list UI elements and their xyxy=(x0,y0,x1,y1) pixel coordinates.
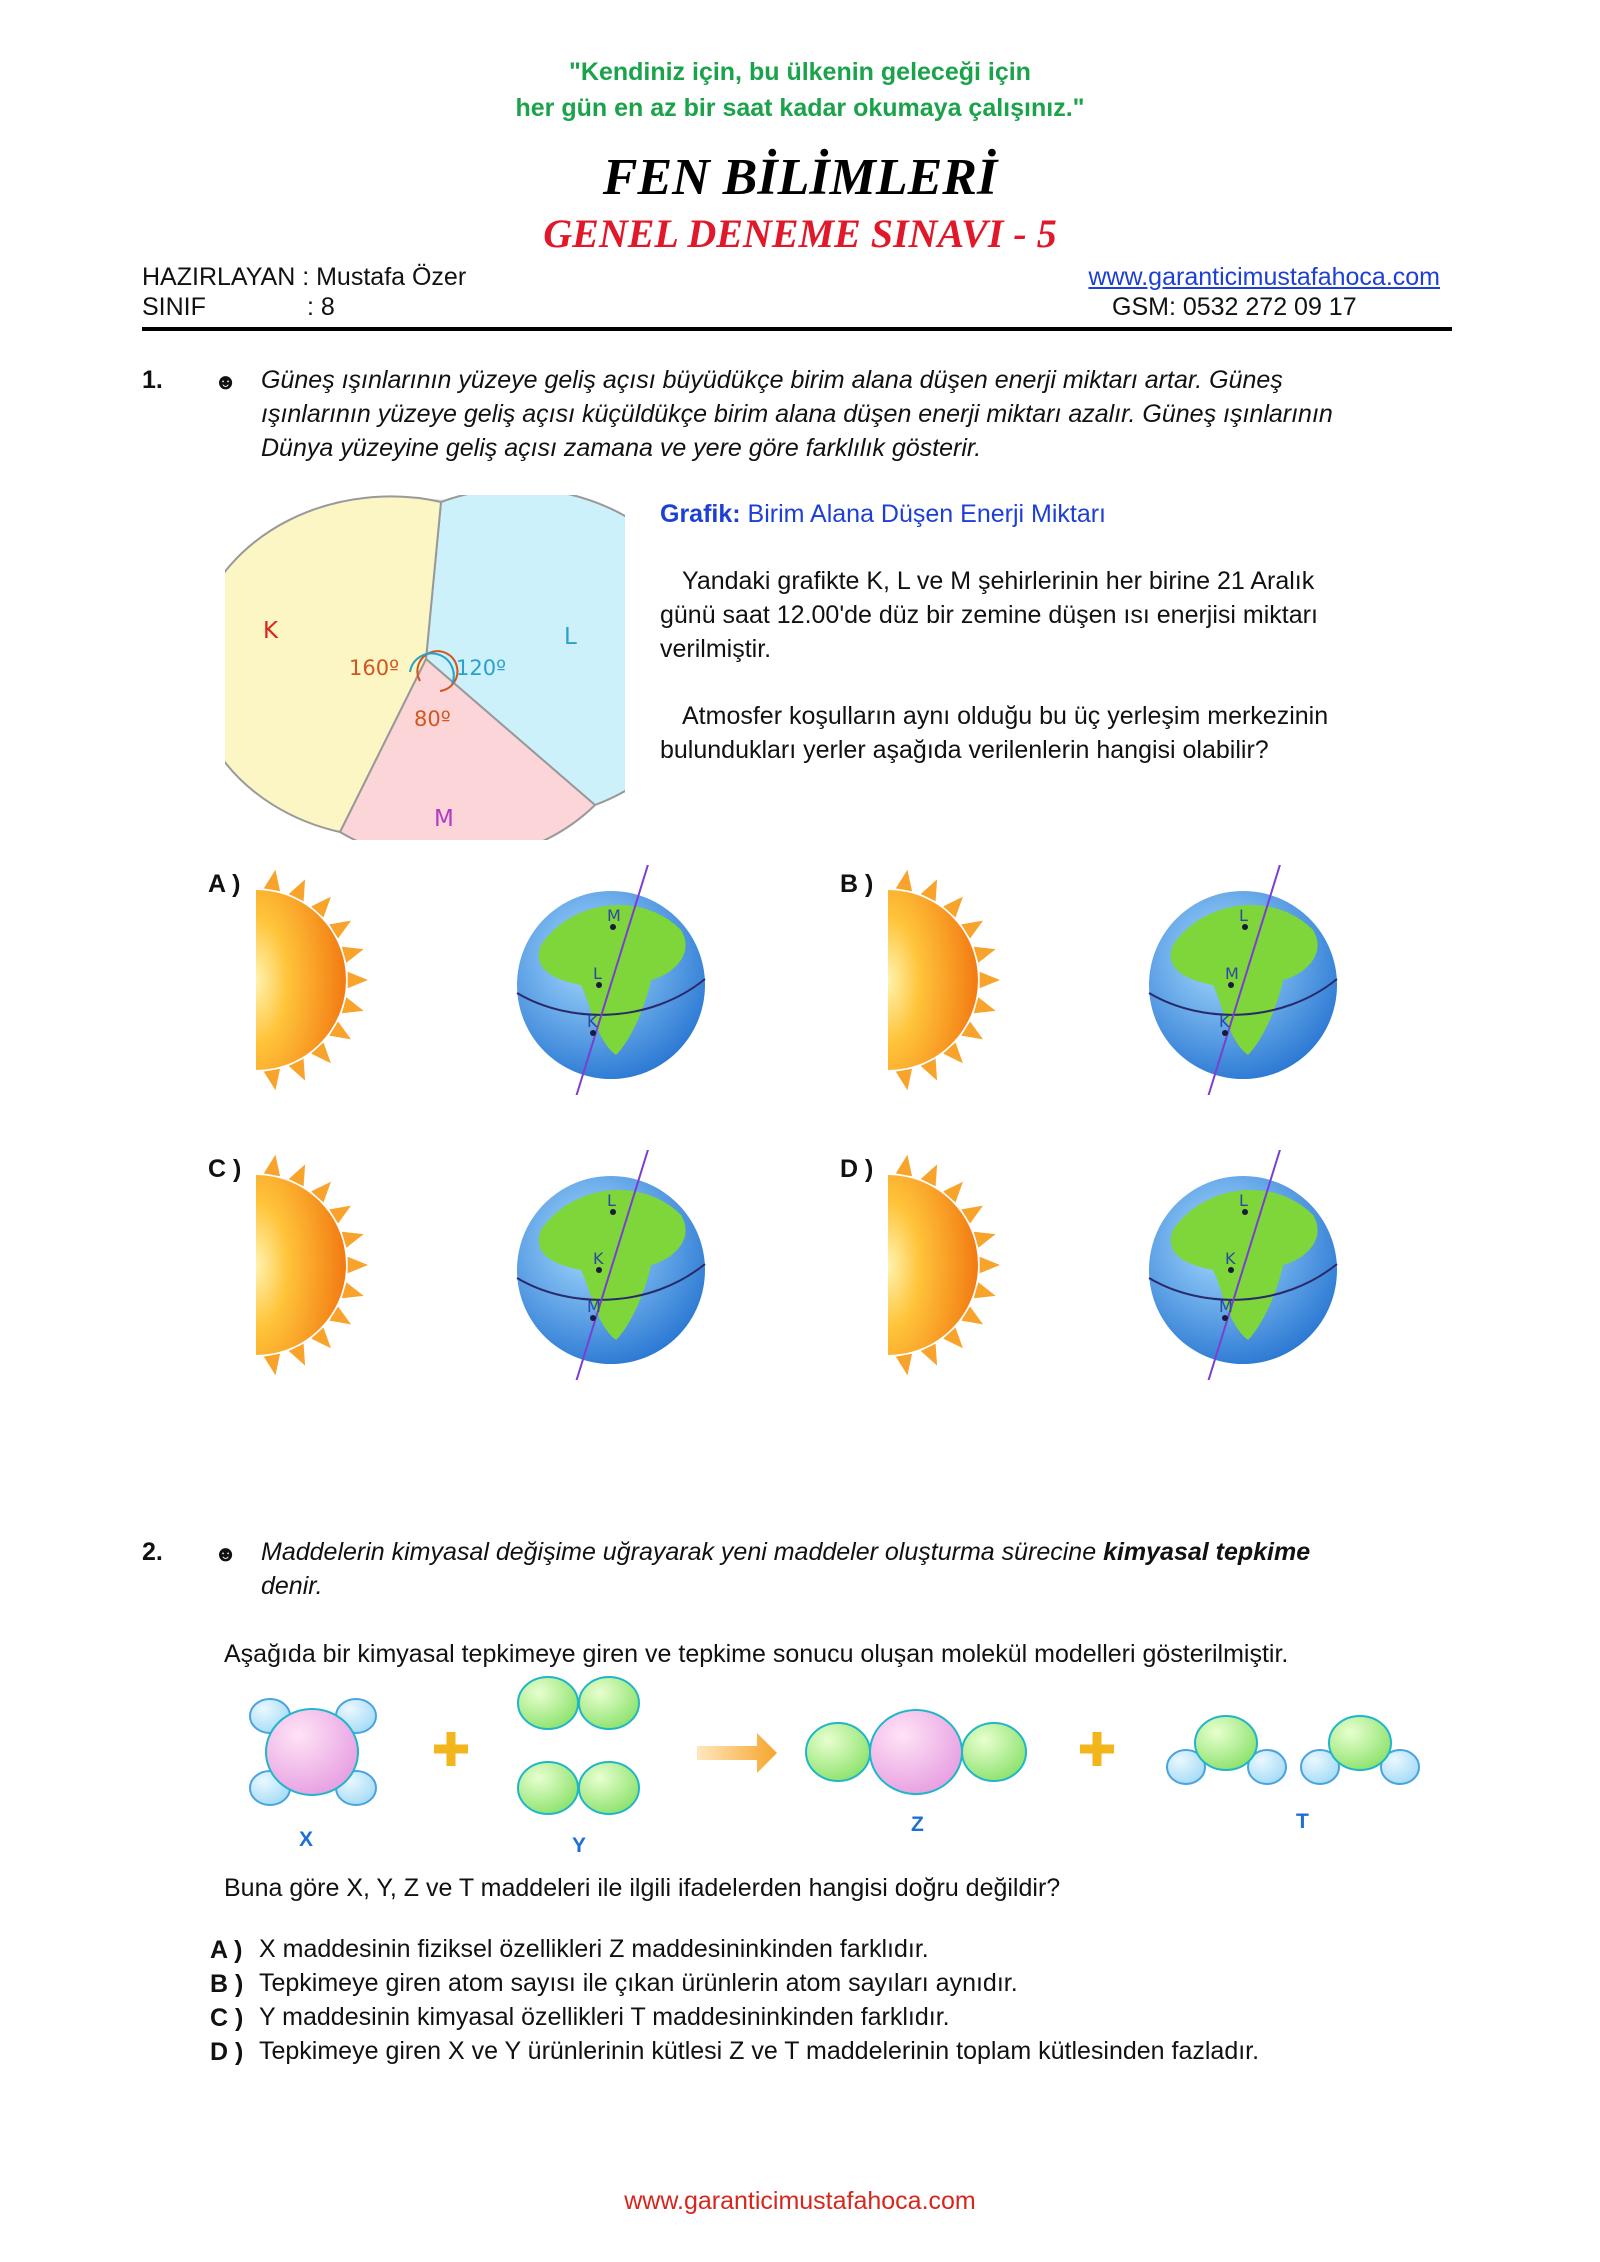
q2-option-b-text[interactable]: Tepkimeye giren atom sayısı ile çıkan ürünlerin atom sayıları aynıdır. xyxy=(259,1969,1018,1997)
q2-option-d-text[interactable]: Tepkimeye giren X ve Y ürünlerinin kütlesi Z ve T maddelerinin toplam kütlesinden fazladır. xyxy=(259,2037,1260,2065)
pie-label-l: L xyxy=(564,624,577,650)
pie-label-m: M xyxy=(434,806,454,832)
q1-intro-line-3: Dünya yüzeyine geliş açısı zamana ve yere göre farklılık gösterir. xyxy=(261,434,982,462)
sun-icon xyxy=(888,870,1000,1091)
q1-option-c-figure xyxy=(256,1150,716,1380)
q2-option-a-label[interactable]: A ) xyxy=(210,1936,243,1964)
sun-ray xyxy=(896,1155,912,1176)
atom-green xyxy=(518,1677,578,1729)
city-label-mid: K xyxy=(593,1249,604,1268)
city-label-mid: K xyxy=(1225,1249,1236,1268)
pie-angle-k: 160º xyxy=(349,656,399,680)
q2-intro-line-2: denir. xyxy=(261,1572,323,1600)
plus-sign xyxy=(434,1732,468,1766)
sun-ray xyxy=(896,870,912,891)
molecule-t xyxy=(1167,1716,1419,1784)
q1-option-c-label[interactable]: C ) xyxy=(208,1155,242,1183)
q2-option-d-label[interactable]: D ) xyxy=(210,2038,244,2066)
q2-description: Aşağıda bir kimyasal tepkimeye giren ve tepkime sonucu oluşan molekül modelleri gösterilmiştir. xyxy=(224,1640,1289,1668)
q1-option-b-label[interactable]: B ) xyxy=(840,870,874,898)
q2-option-b-label[interactable]: B ) xyxy=(210,1970,244,1998)
graph-title-bold: Grafik: xyxy=(660,500,741,528)
atom-green xyxy=(806,1723,870,1781)
sun-ray xyxy=(264,1069,280,1090)
city-label-top: L xyxy=(607,1191,616,1210)
author: HAZIRLAYAN : Mustafa Özer xyxy=(142,263,467,291)
q1-option-a-label[interactable]: A ) xyxy=(208,870,241,898)
sun-ray xyxy=(264,870,280,891)
q2-option-c-text[interactable]: Y maddesinin kimyasal özellikleri T maddesininkinden farklıdır. xyxy=(259,2003,950,2031)
atom-green xyxy=(962,1723,1026,1781)
page-subtitle: GENEL DENEME SINAVI - 5 xyxy=(543,211,1057,256)
sun-disc xyxy=(256,1175,346,1355)
sun-ray xyxy=(342,1282,364,1298)
atom-green xyxy=(1195,1716,1257,1770)
motto-line-2: her gün en az bir saat kadar okumaya çalışınız." xyxy=(515,94,1085,122)
q2-intro-main: Maddelerin kimyasal değişime uğrayarak yeni maddeler oluşturma sürecine xyxy=(261,1538,1104,1566)
molecule-y xyxy=(518,1677,639,1814)
city-label-top: M xyxy=(607,906,621,925)
q2-bullet-icon: ☻ xyxy=(214,1541,238,1566)
q1-number: 1. xyxy=(142,366,163,394)
footer-website: www.garanticimustafahoca.com xyxy=(624,2187,976,2215)
sun-ray xyxy=(974,947,996,963)
atom-green xyxy=(1329,1716,1391,1770)
q1-intro-line-2: ışınlarının yüzeye geliş açısı küçüldükçe birim alana düşen enerji miktarı azalır. Güneş ışınlarının xyxy=(261,400,1333,428)
sun-ray xyxy=(980,972,1000,989)
earth-icon xyxy=(1149,1150,1337,1380)
city-label-bottom: K xyxy=(1219,1012,1230,1031)
class-value: : 8 xyxy=(307,293,335,321)
q1-paragraph-1-line-3: verilmiştir. xyxy=(660,635,772,663)
energy-pie-chart xyxy=(225,495,625,840)
sun-disc xyxy=(888,1175,978,1355)
q1-paragraph-2-line-2: bulundukları yerler aşağıda verilenlerin hangisi olabilir? xyxy=(660,736,1269,764)
atom-green xyxy=(518,1762,578,1814)
sun-ray xyxy=(896,1354,912,1375)
motto-line-1: "Kendiniz için, bu ülkenin geleceği için xyxy=(569,58,1031,86)
sun-ray xyxy=(974,1282,996,1298)
city-label-bottom: M xyxy=(587,1297,601,1316)
city-label-top: L xyxy=(1239,906,1248,925)
atom-pink xyxy=(266,1709,358,1795)
q2-option-a-text[interactable]: X maddesinin fiziksel özellikleri Z maddesininkinden farklıdır. xyxy=(259,1935,929,1963)
q1-intro-line-1: Güneş ışınlarının yüzeye geliş açısı büyüdükçe birim alana düşen enerji miktarı artar. Güneş xyxy=(261,366,1283,394)
q1-option-d-label[interactable]: D ) xyxy=(840,1155,874,1183)
pie-angle-m: 80º xyxy=(414,707,451,731)
q1-option-a-figure xyxy=(256,865,716,1095)
q1-paragraph-1-line-2: günü saat 12.00'de düz bir zemine düşen ısı enerjisi miktarı xyxy=(660,601,1318,629)
q2-option-c-label[interactable]: C ) xyxy=(210,2004,244,2032)
city-label-bottom: K xyxy=(587,1012,598,1031)
q2-number: 2. xyxy=(142,1538,163,1566)
reaction-diagram xyxy=(230,1665,1430,1845)
q1-option-d-figure xyxy=(888,1150,1348,1380)
sun-ray xyxy=(980,1257,1000,1274)
q2-intro-line-1 xyxy=(261,1535,1310,1569)
q1-bullet-icon: ☻ xyxy=(214,369,238,394)
sun-ray xyxy=(342,1232,364,1248)
q1-paragraph-2-line-1: Atmosfer koşulların aynı olduğu bu üç yerleşim merkezinin xyxy=(682,702,1329,730)
label-t: T xyxy=(1296,1810,1309,1833)
label-x: X xyxy=(299,1828,314,1851)
molecule-x xyxy=(250,1699,376,1805)
city-label-bottom: M xyxy=(1219,1297,1233,1316)
q1-paragraph-1-line-1: Yandaki grafikte K, L ve M şehirlerinin her birine 21 Aralık xyxy=(682,567,1315,595)
city-label-mid: M xyxy=(1225,964,1239,983)
sun-icon xyxy=(256,870,368,1091)
earth-icon xyxy=(517,865,705,1095)
plus-sign xyxy=(1080,1732,1114,1766)
sun-ray xyxy=(974,1232,996,1248)
reaction-arrow xyxy=(697,1733,777,1773)
sun-icon xyxy=(256,1155,368,1376)
graph-title-rest: Birim Alana Düşen Enerji Miktarı xyxy=(747,500,1107,528)
sun-ray xyxy=(342,947,364,963)
sun-ray xyxy=(896,1069,912,1090)
label-y: Y xyxy=(572,1834,587,1857)
city-label-mid: L xyxy=(593,964,602,983)
pie-angle-l: 120º xyxy=(456,656,506,680)
label-z: Z xyxy=(911,1813,924,1836)
phone-number: GSM: 0532 272 09 17 xyxy=(1112,293,1357,321)
earth-icon xyxy=(1149,865,1337,1095)
sun-ray xyxy=(264,1155,280,1176)
header-divider xyxy=(142,327,1452,331)
class-label: SINIF xyxy=(142,293,206,321)
atom-pink xyxy=(870,1710,962,1794)
atom-green xyxy=(579,1762,639,1814)
page-title: FEN BİLİMLERİ xyxy=(602,149,998,206)
sun-ray xyxy=(974,997,996,1013)
sun-ray xyxy=(348,972,368,989)
q2-intro-bold: kimyasal tepkime xyxy=(1103,1538,1311,1566)
q1-option-b-figure xyxy=(888,865,1348,1095)
website-link[interactable]: www.garanticimustafahoca.com xyxy=(1088,263,1440,291)
earth-icon xyxy=(517,1150,705,1380)
sun-icon xyxy=(888,1155,1000,1376)
sun-ray xyxy=(342,997,364,1013)
city-label-top: L xyxy=(1239,1191,1248,1210)
graph-title xyxy=(660,497,1106,531)
sun-disc xyxy=(256,890,346,1070)
sun-disc xyxy=(888,890,978,1070)
molecule-z xyxy=(806,1710,1026,1794)
sun-ray xyxy=(348,1257,368,1274)
sun-ray xyxy=(264,1354,280,1375)
atom-green xyxy=(579,1677,639,1729)
q2-question: Buna göre X, Y, Z ve T maddeleri ile ilgili ifadelerden hangisi doğru değildir? xyxy=(224,1874,1061,1902)
pie-label-k: K xyxy=(263,618,279,644)
